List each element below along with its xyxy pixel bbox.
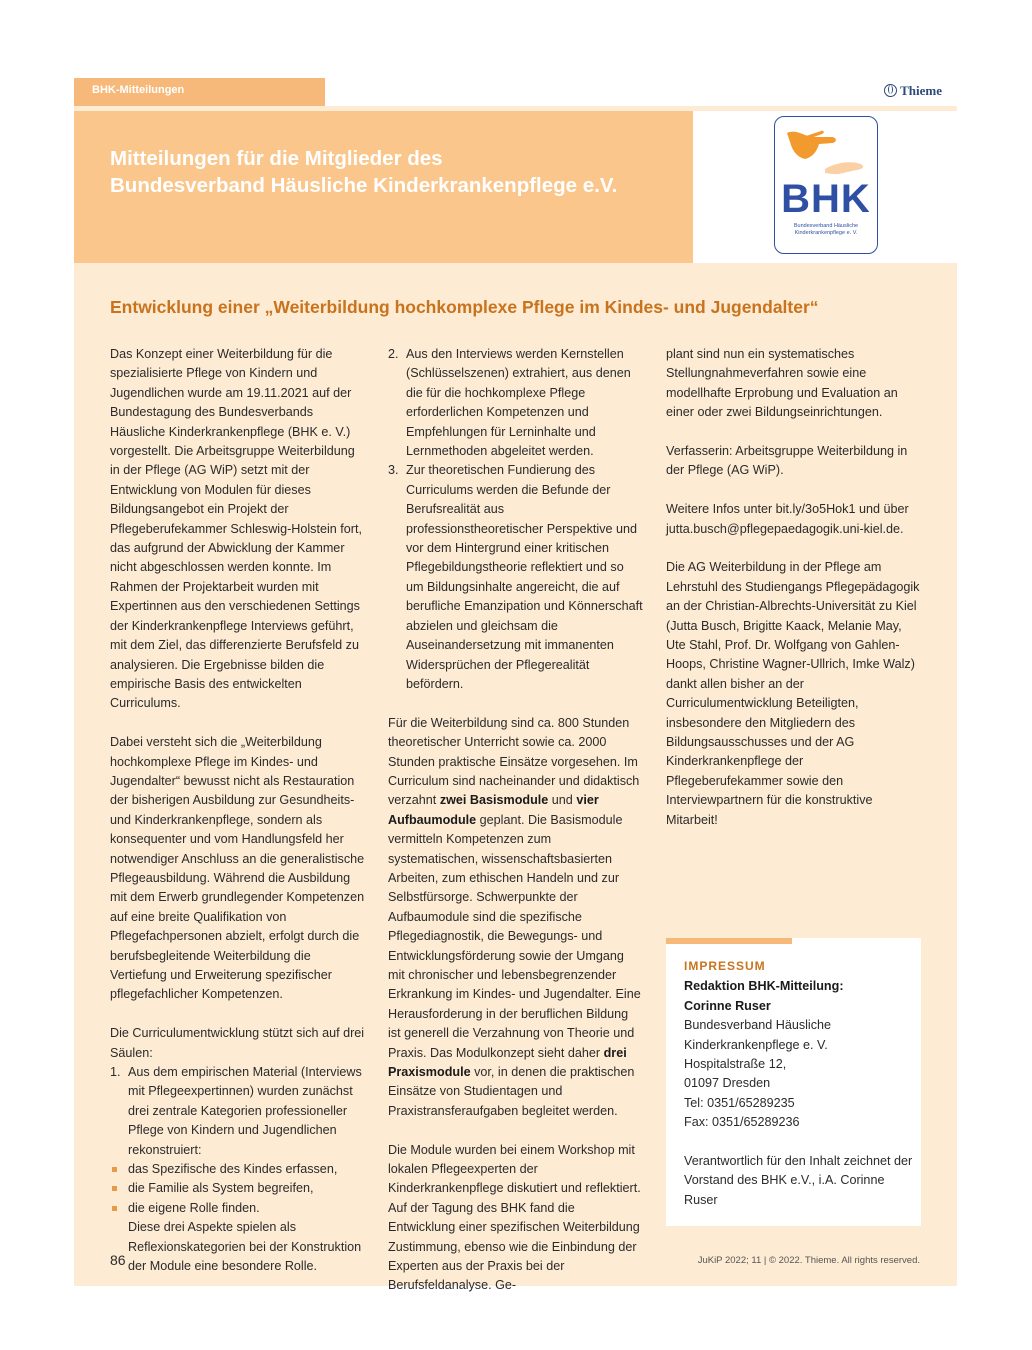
paragraph-pillars: Die Curriculumentwicklung stützt sich auf drei Säulen:	[110, 1026, 365, 1060]
bullet-followup: Diese drei Aspekte spielen als Reflexionskategorien bei der Konstruktion der Module eine besondere Rolle.	[128, 1220, 362, 1274]
text-run: Für die Weiterbildung sind ca. 800 Stunden theoretischer Unterricht sowie ca. 2000 Stunden praktische Einsätze vorgesehen. Im Curriculum sind nacheinander und didaktisch verzahnt	[388, 715, 640, 808]
hands-icon	[781, 123, 871, 179]
globe-icon	[884, 84, 897, 97]
list-item	[110, 1063, 366, 1160]
list-number: 1.	[110, 1065, 121, 1079]
paragraph-concept: Dabei versteht sich die „Weiterbildung hochkomplexe Pflege im Kindes- und Jugendalter“ bewusst nicht als Restauration der bisherigen Ausbildung zur Gesundheits- und Kinderkrankenpflege, sondern als konsequenter und vom Handlungsfeld her notwendiger Anschluss an die generalistische Pflegeausbildung. Während die Ausbildung mit dem Erwerb grundlegender Kompetenzen auf eine breite Qualifikation von Pflegefachpersonen abzielt, erfolgt durch die berufsbegleitende Weiterbildung die Vertiefung und Erweiterung spezifischer pflegefachlicher Kompetenzen.	[110, 735, 365, 1002]
publisher-logo	[884, 83, 942, 99]
list-item	[388, 461, 644, 694]
impressum-editor-name: Corinne Ruser	[684, 998, 771, 1013]
emphasis-aufbaumodule: vier Aufbaumodule	[388, 793, 599, 827]
impressum-fax: Fax: 0351/65289236	[684, 1115, 800, 1130]
more-info: Weitere Infos unter bit.ly/3o5Hok1 und über jutta.busch@pflegepaedagogik.uni-kiel.de.	[666, 502, 909, 536]
list-text: Zur theoretischen Fundierung des Curriculums werden die Befunde der Berufsrealität aus professionstheoretischer Perspektive und vor dem Hintergrund einer kritischen Pflegebildungstheorie reflektiert und so um Bildungsinhalte angereicht, die auf berufliche Emanzipation und Könnerschaft abzielen und gleichsam die Auseinandersetzung mit immanenten Widersprüchen der Pflegerealität befördern.	[406, 463, 643, 691]
logo-subline	[775, 223, 877, 237]
impressum-org: Bundesverband Häusliche Kinderkrankenpflege e. V.	[684, 1018, 832, 1052]
page-title	[110, 145, 680, 199]
section-tag	[74, 78, 325, 106]
page-title-line1: Mitteilungen für die Mitglieder des	[110, 147, 443, 170]
list-text: Aus dem empirischen Material (Interviews mit Pflegeexpertinnen) wurden zunächst drei zentrale Kategorien professioneller Pflege von Kindern und Jugendlichen rekonstruiert:	[128, 1065, 362, 1157]
publisher-name: Thieme	[900, 83, 942, 98]
list-text: Aus den Interviews werden Kernstellen (Schlüsselszenen) extrahiert, aus denen die für die hochkomplexe Pflege erforderlichen Kompetenzen und Empfehlungen für Lerninhalte und Lernmethoden abgeleitet werden.	[406, 347, 631, 459]
impressum-heading: IMPRESSUM	[684, 959, 766, 973]
impressum-content	[684, 957, 914, 1210]
impressum-tel: Tel: 0351/65289235	[684, 1095, 795, 1110]
text-run: und	[548, 793, 577, 808]
title-box	[74, 111, 693, 263]
emphasis-basismodule: zwei Basismodule	[439, 793, 549, 808]
bullet-square-icon	[112, 1167, 117, 1172]
bullet-item	[110, 1199, 366, 1218]
bhk-logo	[774, 116, 878, 254]
impressum-box	[666, 938, 921, 1226]
text-run: vor, in denen die praktischen Einsätze von Studientagen und Praxistransferaufgaben begleitet werden.	[388, 1065, 635, 1118]
bullet-text: die Familie als System begreifen,	[128, 1181, 314, 1196]
bullet-text: die eigene Rolle finden.	[128, 1200, 260, 1215]
logo-subline-2: Kinderkrankenpflege e. V.	[794, 230, 858, 236]
section-tag-label: BHK-Mitteilungen	[92, 84, 185, 96]
page-title-line2: Bundesverband Häusliche Kinderkrankenpflege e.V.	[110, 174, 618, 197]
bullet-square-icon	[112, 1206, 117, 1211]
text-run: geplant. Die Basismodule vermitteln Kompetenzen zum systematischen, wissenschaftsbasierten Arbeiten, zum ethischen Handeln und zur Selbstfürsorge. Schwerpunkte der Aufbaumodule sind die spezifische Pflegediagnostik, die Bewegungs- und Entwicklungsförderung sowie der Umgang mit chronischer und lebensbegrenzender Erkrankung im Kindes- und Jugendalter. Eine Herausforderung in der beruflichen Bildung ist generell die Verzahnung von Theorie und Praxis. Das Modulkonzept sieht daher	[388, 812, 641, 1060]
acknowledgement: Die AG Weiterbildung in der Pflege am Lehrstuhl des Studiengangs Pflegepädagogik an der Christian-Albrechts-Universität zu Kiel (Jutta Busch, Brigitte Kaack, Melanie May, Ute Stahl, Prof. Dr. Wolfgang von Gahlen-Hoops, Christine Wagner-Ullrich, Imke Walz) dankt allen bisher an der Curriculumentwicklung Beteiligten, insbesondere den Mitgliedern des Bildungsausschusses und der AG Kinderkrankenpflege der Pflegeberufekammer sowie den Interviewpartnern für die konstruktive Mitarbeit!	[666, 560, 920, 827]
bullet-item	[110, 1179, 366, 1198]
impressum-city: 01097 Dresden	[684, 1076, 771, 1091]
list-number: 2.	[388, 347, 399, 361]
impressum-accent-bar	[666, 938, 792, 944]
paragraph-intro: Das Konzept einer Weiterbildung für die spezialisierte Pflege von Kindern und Jugendlichen wurde am 19.11.2021 auf der Bundestagung des Bundesverbands Häusliche Kinderkrankenpflege (BHK e. V.) vorgestellt. Die Arbeitsgruppe Weiterbildung in der Pflege (AG WiP) setzt mit der Entwicklung von Modulen für dieses Bildungsangebot ein Projekt der Pflegeberufekammer Schleswig-Holstein fort, das aufgrund der Abwicklung der Kammer nicht abgeschlossen werden konnte. Im Rahmen der Projektarbeit wurden mit Expertinnen aus den verschiedenen Settings der Kinderkrankenpflege Interviews geführt, mit dem Ziel, das differenzierte Berufsfeld zu analysieren. Die Ergebnisse bilden die empirische Basis des entwickelten Curriculums.	[110, 347, 362, 711]
column-3	[666, 345, 922, 850]
bullet-text: das Spezifische des Kindes erfassen,	[128, 1162, 338, 1177]
author-line: Verfasserin: Arbeitsgruppe Weiterbildung in der Pflege (AG WiP).	[666, 444, 908, 478]
bullet-item	[110, 1160, 366, 1179]
paragraph-modules	[388, 714, 644, 1122]
bullet-square-icon	[112, 1186, 117, 1191]
paragraph-workshop: Die Module wurden bei einem Workshop mit lokalen Pflegeexperten der Kinderkrankenpflege diskutiert und reflektiert. Auf der Tagung des BHK fand die Entwicklung einer spezifischen Weiterbildung Zustimmung, ebenso wie die Einbindung der Experten aus der Praxis bei der Berufsfeldanalyse. Ge-	[388, 1142, 641, 1293]
impressum-street: Hospitalstraße 12,	[684, 1057, 787, 1072]
column-1	[110, 345, 366, 1276]
footer-citation: JuKiP 2022; 11 | © 2022. Thieme. All rights reserved.	[697, 1255, 920, 1266]
impressum-editor-label: Redaktion BHK-Mitteilung:	[684, 979, 844, 994]
page-number: 86	[110, 1252, 126, 1268]
logo-letters: BHK	[781, 177, 871, 221]
paragraph-workshop-continued: plant sind nun ein systematisches Stellungnahmeverfahren sowie eine modellhafte Erprobung und Evaluation an einer oder zwei Bildungseinrichtungen.	[666, 347, 898, 420]
logo-subline-1: Bundesverband Häusliche	[793, 223, 859, 229]
list-number: 3.	[388, 463, 399, 478]
column-2	[388, 345, 644, 1315]
emphasis-praxismodule: drei Praxismodule	[388, 1045, 627, 1080]
article-title: Entwicklung einer „Weiterbildung hochkomplexe Pflege im Kindes- und Jugendalter“	[110, 297, 819, 317]
list-item	[388, 345, 644, 461]
impressum-responsible: Verantwortlich für den Inhalt zeichnet der Vorstand des BHK e.V., i.A. Corinne Ruser	[684, 1154, 913, 1207]
